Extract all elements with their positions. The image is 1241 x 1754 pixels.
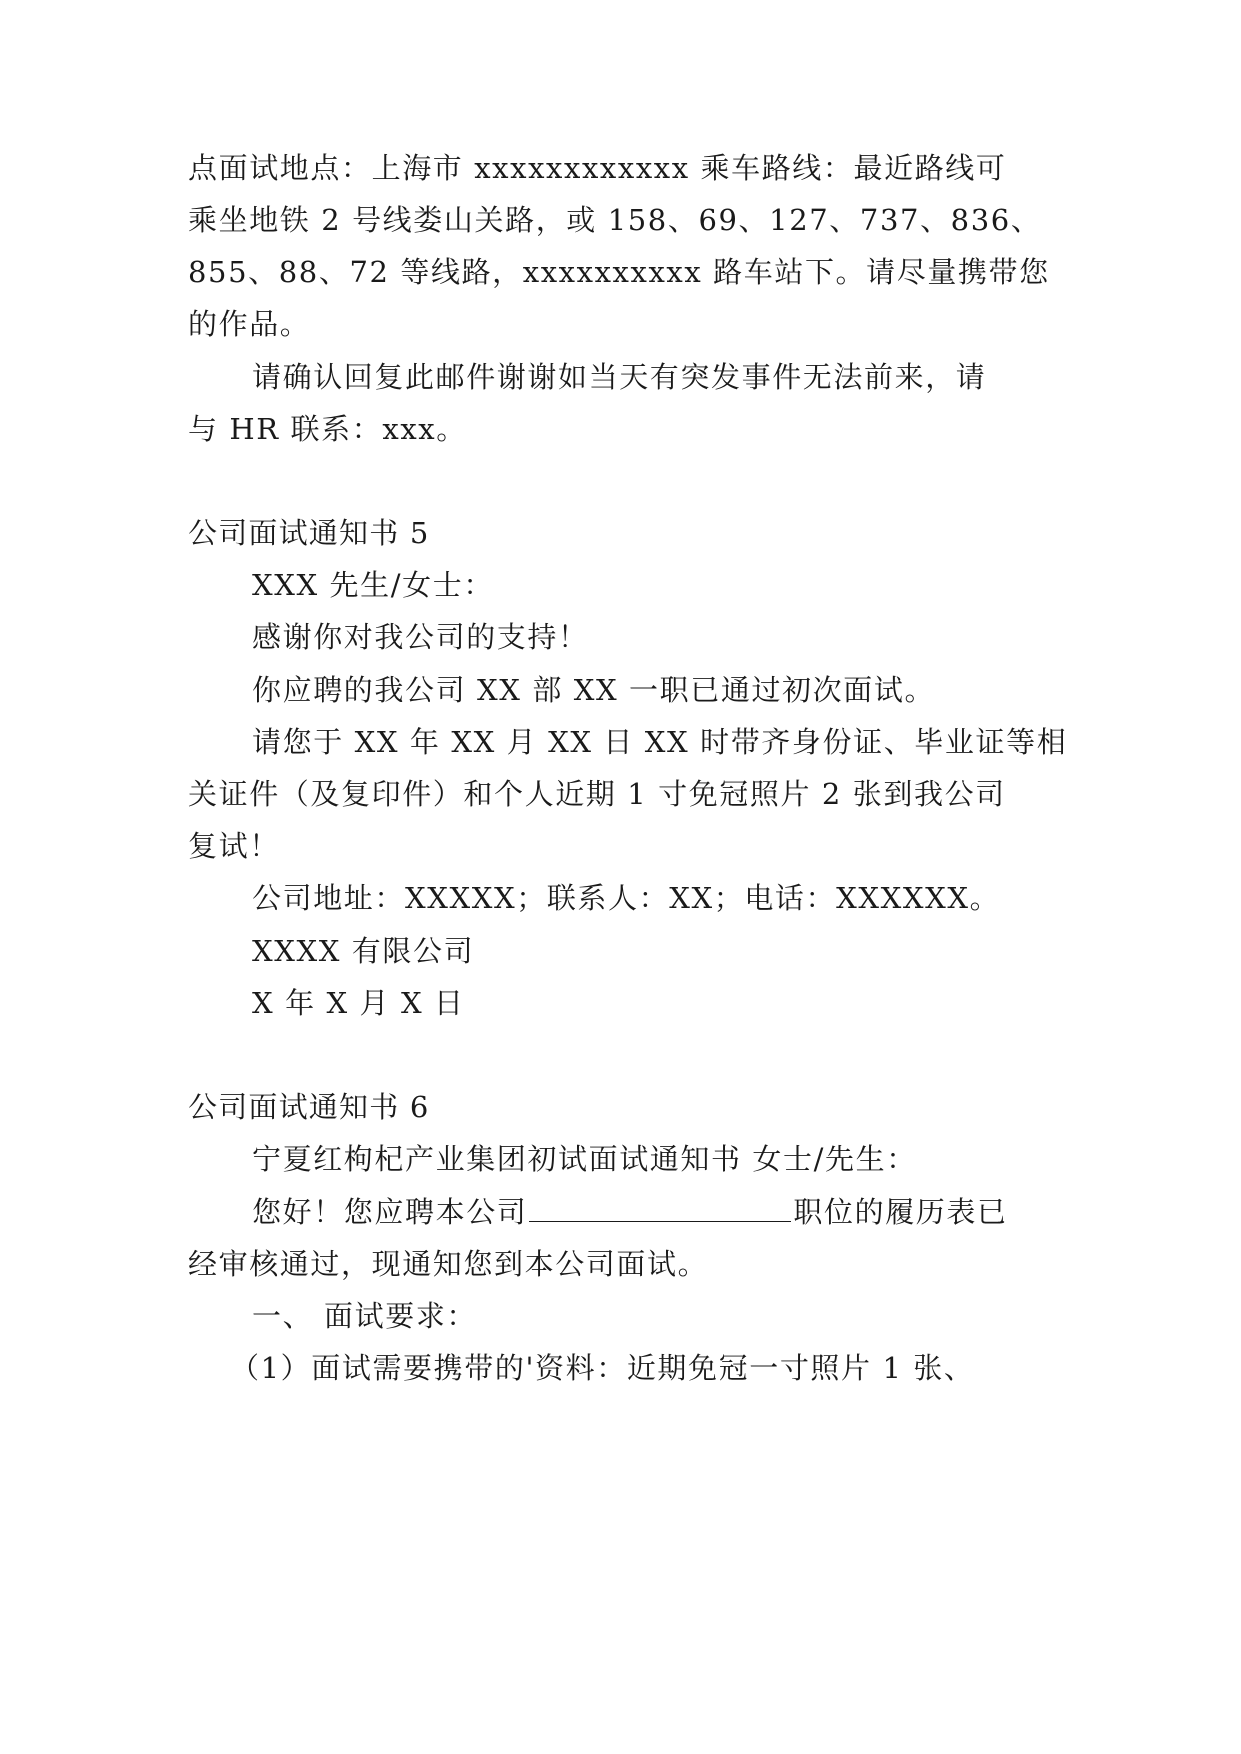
requirements-heading: 一、 面试要求： — [252, 1299, 478, 1333]
company-name: XXXX 有限公司 — [252, 934, 475, 968]
thanks-line: 感谢你对我公司的支持！ — [252, 620, 589, 654]
contact-line: 公司地址：XXXXX；联系人：XX；电话：XXXXXX。 — [252, 881, 1001, 915]
intro-line: 宁夏红枸杞产业集团初试面试通知书 女士/先生： — [252, 1142, 917, 1176]
paragraph-line: 点面试地点：上海市 xxxxxxxxxxxx 乘车路线：最近路线可 — [188, 151, 1007, 185]
paragraph-line: 乘坐地铁 2 号线娄山关路，或 158、69、127、737、836、 — [188, 203, 1042, 237]
request-line: 复试！ — [188, 829, 280, 863]
position-blank — [529, 1195, 791, 1222]
paragraph-line: 请确认回复此邮件谢谢如当天有突发事件无法前来，请 — [252, 360, 987, 394]
section-title: 公司面试通知书 5 — [188, 516, 430, 550]
requirement-item: （1）面试需要携带的'资料：近期免冠一寸照片 1 张、 — [230, 1351, 975, 1385]
paragraph-line: 与 HR 联系：xxx。 — [188, 412, 467, 446]
request-line: 关证件（及复印件）和个人近期 1 寸免冠照片 2 张到我公司 — [188, 777, 1006, 811]
notice-text-start: 您好！您应聘本公司 — [252, 1195, 528, 1229]
paragraph-line: 855、88、72 等线路，xxxxxxxxxx 路车站下。请尽量携带您 — [188, 255, 1050, 289]
greeting: XXX 先生/女士： — [252, 568, 494, 602]
request-line: 请您于 XX 年 XX 月 XX 日 XX 时带齐身份证、毕业证等相 — [252, 725, 1068, 759]
paragraph-line: 的作品。 — [188, 307, 311, 341]
section-title: 公司面试通知书 6 — [188, 1090, 430, 1124]
passed-line: 你应聘的我公司 XX 部 XX 一职已通过初次面试。 — [252, 673, 936, 707]
notice-text-end: 职位的履历表已 — [793, 1195, 1008, 1229]
notice-line: 经审核通过，现通知您到本公司面试。 — [188, 1247, 709, 1281]
notice-line — [252, 1192, 1008, 1232]
date-line: X 年 X 月 X 日 — [252, 986, 465, 1020]
